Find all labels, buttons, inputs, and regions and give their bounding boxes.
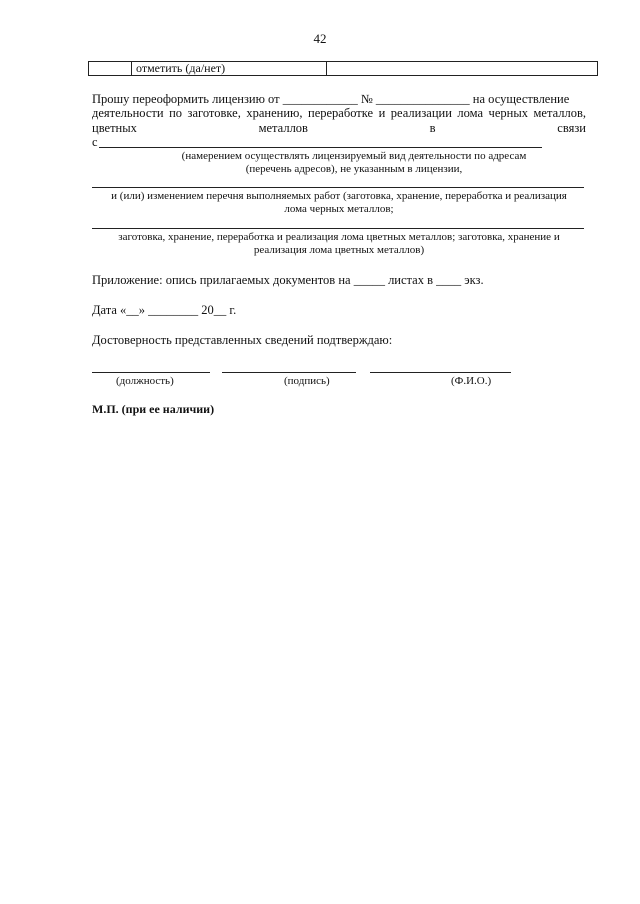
page-number: 42: [313, 31, 327, 46]
fill-line[interactable]: [92, 187, 584, 188]
note-2b: лома черных металлов;: [284, 203, 394, 215]
name-label: (Ф.И.О.): [451, 375, 492, 387]
note-line: [92, 150, 586, 176]
signature-fill-line[interactable]: [222, 372, 356, 373]
table-cell-value: [327, 62, 598, 76]
position-fill-line[interactable]: [92, 372, 210, 373]
note-3b: реализация лома цветных металлов): [253, 244, 425, 256]
word: металлов: [258, 121, 308, 135]
attachment-line: Приложение: опись прилагаемых документов на _____ листах в ____ экз.: [92, 273, 484, 287]
note-line: [92, 190, 586, 216]
note-3a: заготовка, хранение, переработка и реализация лома цветных металлов; заготовка, хранение и: [118, 231, 560, 243]
note-1a: (намерением осуществлять лицензируемый вид деятельности по адресам: [181, 150, 527, 162]
fill-line[interactable]: [92, 228, 584, 229]
table-row: [89, 62, 598, 76]
word: связи: [557, 121, 586, 135]
note-1b: (перечень адресов), не указанным в лицензии,: [245, 163, 463, 175]
request-line-3: [92, 121, 586, 135]
date-line: Дата «__» ________ 20__ г.: [92, 303, 237, 317]
name-fill-line[interactable]: [370, 372, 511, 373]
confirm-line: Достоверность представленных сведений подтверждаю:: [92, 333, 393, 347]
note-line: [92, 231, 586, 257]
fill-line[interactable]: [99, 147, 542, 148]
position-label: (должность): [116, 375, 174, 387]
stamp-note: М.П. (при ее наличии): [92, 402, 215, 416]
request-line-4-prefix: с: [92, 135, 98, 149]
table-cell-empty: [89, 62, 132, 76]
signature-label: (подпись): [284, 375, 330, 387]
word: в: [429, 121, 436, 135]
table-cell-mark: отметить (да/нет): [132, 62, 327, 76]
header-table: [88, 61, 598, 76]
request-line-1: Прошу переоформить лицензию от ____________ № _______________ на осуществление: [92, 92, 570, 106]
request-line-2: деятельности по заготовке, хранению, переработке и реализации лома черных металлов,: [92, 106, 586, 120]
note-2a: и (или) изменением перечня выполняемых работ (заготовка, хранение, переработка и реализация: [111, 190, 567, 202]
word: цветных: [92, 121, 137, 135]
